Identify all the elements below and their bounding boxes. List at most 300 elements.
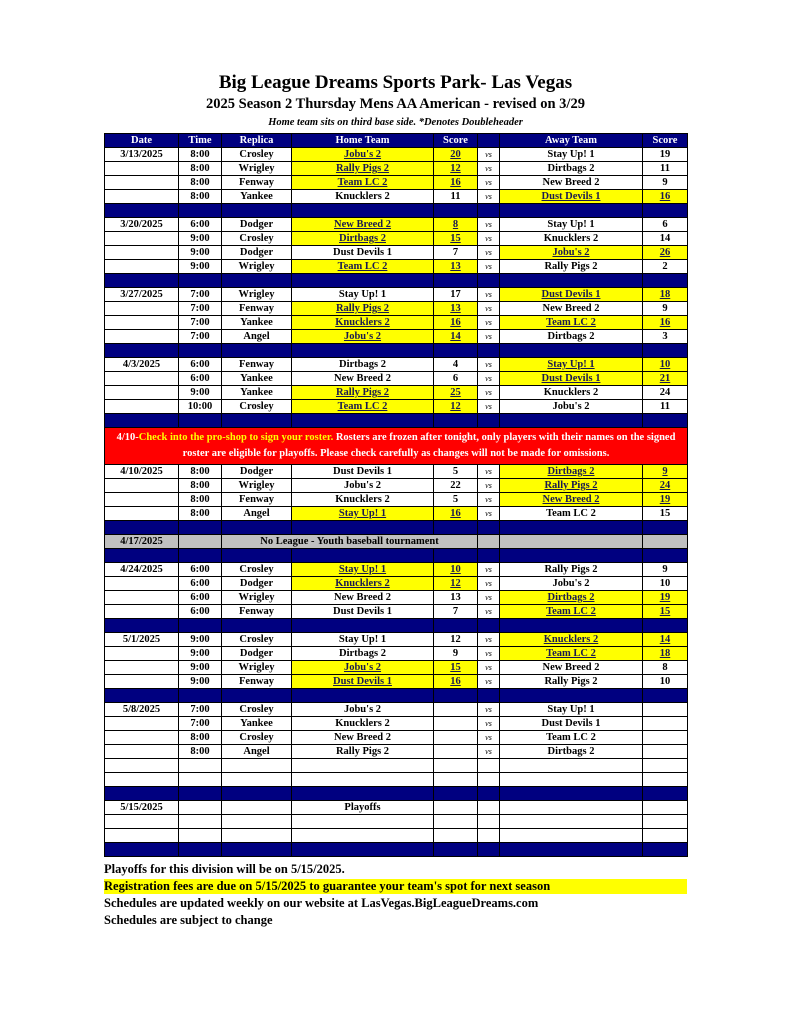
time-cell: 7:00 (179, 330, 222, 344)
separator-cell (179, 549, 222, 563)
home-team-cell: Stay Up! 1 (292, 288, 434, 302)
game-row (105, 148, 688, 162)
roster-notice (105, 428, 688, 465)
separator-cell (478, 344, 500, 358)
replica-cell: Fenway (222, 176, 292, 190)
date-cell (105, 815, 179, 829)
replica-cell: Angel (222, 745, 292, 759)
home-team-cell (292, 815, 434, 829)
time-cell (179, 829, 222, 843)
game-row (105, 372, 688, 386)
header-away-score: Score (643, 134, 688, 148)
game-row (105, 563, 688, 577)
separator-cell (105, 619, 179, 633)
separator-cell (643, 414, 688, 428)
away-score-cell: 21 (643, 372, 688, 386)
vs-cell: vs (478, 148, 500, 162)
home-team-cell: Dust Devils 1 (292, 605, 434, 619)
replica-cell: Fenway (222, 302, 292, 316)
separator-cell (292, 274, 434, 288)
time-cell: 7:00 (179, 316, 222, 330)
away-team-cell: New Breed 2 (500, 176, 643, 190)
time-cell: 6:00 (179, 218, 222, 232)
vs-cell: vs (478, 400, 500, 414)
home-score-cell: 20 (434, 148, 478, 162)
schedule-table (104, 133, 688, 857)
away-team-cell: Stay Up! 1 (500, 218, 643, 232)
page-subtitle: 2025 Season 2 Thursday Mens AA American - revised on 3/29 (206, 96, 585, 112)
replica-cell: Crosley (222, 148, 292, 162)
home-team-cell: Jobu's 2 (292, 703, 434, 717)
time-cell: 7:00 (179, 302, 222, 316)
separator-cell (179, 414, 222, 428)
vs-cell: vs (478, 479, 500, 493)
time-cell (179, 759, 222, 773)
separator-row (105, 843, 688, 857)
replica-cell: Angel (222, 330, 292, 344)
separator-cell (105, 843, 179, 857)
home-team-cell: Knucklers 2 (292, 190, 434, 204)
away-score-cell (643, 815, 688, 829)
home-score-cell: 12 (434, 400, 478, 414)
home-team-cell: Knucklers 2 (292, 717, 434, 731)
home-team-cell: Jobu's 2 (292, 330, 434, 344)
home-score-cell (434, 759, 478, 773)
date-cell (105, 479, 179, 493)
separator-cell (105, 204, 179, 218)
away-team-cell (500, 759, 643, 773)
vs-cell (478, 815, 500, 829)
game-row (105, 829, 688, 843)
time-cell: 9:00 (179, 246, 222, 260)
home-score-cell: 4 (434, 358, 478, 372)
separator-cell (292, 521, 434, 535)
replica-cell: Crosley (222, 731, 292, 745)
separator-cell (292, 619, 434, 633)
home-team-cell: Rally Pigs 2 (292, 745, 434, 759)
header-time: Time (179, 134, 222, 148)
home-team-cell: Dirtbags 2 (292, 647, 434, 661)
home-score-cell: 16 (434, 675, 478, 689)
home-team-cell: Dirtbags 2 (292, 232, 434, 246)
game-row (105, 316, 688, 330)
vs-cell: vs (478, 330, 500, 344)
separator-cell (105, 549, 179, 563)
separator-cell (179, 521, 222, 535)
home-team-cell: Stay Up! 1 (292, 507, 434, 521)
replica-cell: Crosley (222, 633, 292, 647)
game-row (105, 717, 688, 731)
replica-cell: Yankee (222, 372, 292, 386)
home-team-cell: Team LC 2 (292, 400, 434, 414)
home-score-cell: 12 (434, 577, 478, 591)
time-cell: 8:00 (179, 507, 222, 521)
replica-cell: Crosley (222, 703, 292, 717)
time-cell: 10:00 (179, 400, 222, 414)
replica-cell: Fenway (222, 605, 292, 619)
away-team-cell: New Breed 2 (500, 493, 643, 507)
away-score-cell: 2 (643, 260, 688, 274)
time-cell: 6:00 (179, 358, 222, 372)
replica-cell: Yankee (222, 717, 292, 731)
separator-cell (222, 689, 292, 703)
date-cell (105, 246, 179, 260)
away-team-cell: Team LC 2 (500, 731, 643, 745)
home-team-cell: Dust Devils 1 (292, 465, 434, 479)
home-score-cell: 12 (434, 162, 478, 176)
home-score-cell (434, 829, 478, 843)
replica-cell: Wrigley (222, 260, 292, 274)
date-cell (105, 675, 179, 689)
time-cell: 8:00 (179, 148, 222, 162)
home-score-cell (434, 731, 478, 745)
away-team-cell: Dust Devils 1 (500, 190, 643, 204)
home-score-cell (434, 773, 478, 787)
time-cell: 6:00 (179, 372, 222, 386)
home-team-cell: Knucklers 2 (292, 493, 434, 507)
notice-highlight: Check into the pro-shop to sign your roster. (138, 432, 334, 443)
away-team-cell: New Breed 2 (500, 661, 643, 675)
separator-cell (222, 549, 292, 563)
away-team-cell: Rally Pigs 2 (500, 563, 643, 577)
separator-cell (434, 344, 478, 358)
home-team-cell: Jobu's 2 (292, 661, 434, 675)
home-team-cell: Jobu's 2 (292, 479, 434, 493)
header-date: Date (105, 134, 179, 148)
home-team-cell: Stay Up! 1 (292, 563, 434, 577)
notice-text: Rosters are frozen after tonight, only players with their names on the signed roster are eligible for playoffs. Please check carefully as changes will not be made for omissions. (182, 432, 676, 459)
time-cell (179, 535, 222, 549)
home-score-cell: 15 (434, 661, 478, 675)
away-score-cell: 24 (643, 479, 688, 493)
home-score-cell: 13 (434, 302, 478, 316)
vs-cell: vs (478, 288, 500, 302)
separator-cell (478, 549, 500, 563)
home-team-cell: New Breed 2 (292, 731, 434, 745)
home-score-cell: 10 (434, 563, 478, 577)
replica-cell (222, 815, 292, 829)
date-cell (105, 605, 179, 619)
separator-cell (105, 274, 179, 288)
game-row (105, 647, 688, 661)
date-cell (105, 759, 179, 773)
date-cell (105, 829, 179, 843)
away-team-cell: Knucklers 2 (500, 386, 643, 400)
date-cell: 3/13/2025 (105, 148, 179, 162)
time-cell: 6:00 (179, 605, 222, 619)
date-cell (105, 745, 179, 759)
date-cell (105, 591, 179, 605)
separator-cell (643, 843, 688, 857)
home-score-cell: 8 (434, 218, 478, 232)
game-row (105, 358, 688, 372)
away-score-cell: 9 (643, 176, 688, 190)
game-row (105, 260, 688, 274)
vs-cell: vs (478, 162, 500, 176)
away-score-cell: 9 (643, 465, 688, 479)
vs-cell: vs (478, 372, 500, 386)
vs-cell: vs (478, 246, 500, 260)
footer-playoffs: Playoffs for this division will be on 5/15/2025. (104, 862, 345, 876)
separator-cell (179, 344, 222, 358)
vs-cell (478, 829, 500, 843)
date-cell: 4/24/2025 (105, 563, 179, 577)
separator-cell (222, 344, 292, 358)
game-row (105, 633, 688, 647)
time-cell: 9:00 (179, 260, 222, 274)
time-cell: 6:00 (179, 563, 222, 577)
home-score-cell: 17 (434, 288, 478, 302)
replica-cell: Fenway (222, 358, 292, 372)
date-cell (105, 507, 179, 521)
date-cell: 4/10/2025 (105, 465, 179, 479)
away-score-cell: 11 (643, 162, 688, 176)
separator-row (105, 274, 688, 288)
date-cell (105, 162, 179, 176)
away-score-cell (643, 829, 688, 843)
replica-cell: Crosley (222, 400, 292, 414)
replica-cell: Crosley (222, 563, 292, 577)
footer-registration: Registration fees are due on 5/15/2025 to guarantee your team's spot for next season (104, 879, 687, 894)
game-row (105, 330, 688, 344)
home-team-cell: Rally Pigs 2 (292, 162, 434, 176)
game-row (105, 731, 688, 745)
game-row (105, 675, 688, 689)
home-team-cell (292, 773, 434, 787)
vs-cell: vs (478, 563, 500, 577)
separator-cell (643, 787, 688, 801)
home-score-cell: 7 (434, 605, 478, 619)
game-row (105, 479, 688, 493)
away-team-cell: Dust Devils 1 (500, 372, 643, 386)
game-row (105, 773, 688, 787)
vs-cell: vs (478, 577, 500, 591)
time-cell: 8:00 (179, 731, 222, 745)
game-row (105, 302, 688, 316)
time-cell: 8:00 (179, 176, 222, 190)
game-row (105, 218, 688, 232)
away-score-cell: 3 (643, 330, 688, 344)
separator-cell (292, 689, 434, 703)
header-replica: Replica (222, 134, 292, 148)
separator-cell (643, 344, 688, 358)
date-cell (105, 176, 179, 190)
home-team-cell: Knucklers 2 (292, 316, 434, 330)
home-team-cell: New Breed 2 (292, 372, 434, 386)
away-team-cell: Dust Devils 1 (500, 717, 643, 731)
date-cell (105, 372, 179, 386)
game-row (105, 232, 688, 246)
away-team-cell: Team LC 2 (500, 507, 643, 521)
separator-cell (478, 843, 500, 857)
separator-cell (222, 204, 292, 218)
replica-cell: Wrigley (222, 162, 292, 176)
replica-cell: Angel (222, 507, 292, 521)
game-row (105, 591, 688, 605)
separator-cell (292, 204, 434, 218)
table-header (105, 134, 688, 148)
game-row (105, 577, 688, 591)
date-cell: 5/15/2025 (105, 801, 179, 815)
time-cell: 8:00 (179, 493, 222, 507)
home-score-cell: 13 (434, 260, 478, 274)
game-row (105, 386, 688, 400)
vs-cell: vs (478, 260, 500, 274)
home-score-cell (434, 717, 478, 731)
separator-cell (478, 521, 500, 535)
home-score-cell: 5 (434, 465, 478, 479)
separator-cell (179, 689, 222, 703)
away-score-cell: 14 (643, 232, 688, 246)
header-away-team: Away Team (500, 134, 643, 148)
away-team-cell: Dirtbags 2 (500, 745, 643, 759)
game-row (105, 288, 688, 302)
away-score-cell (643, 773, 688, 787)
game-row (105, 162, 688, 176)
separator-cell (643, 549, 688, 563)
away-team-cell: Knucklers 2 (500, 232, 643, 246)
away-team-cell (500, 815, 643, 829)
away-team-cell: Jobu's 2 (500, 400, 643, 414)
home-score-cell (434, 801, 478, 815)
away-score-cell: 10 (643, 577, 688, 591)
date-cell: 5/8/2025 (105, 703, 179, 717)
replica-cell: Dodger (222, 577, 292, 591)
separator-cell (179, 787, 222, 801)
vs-cell: vs (478, 605, 500, 619)
replica-cell: Fenway (222, 675, 292, 689)
date-cell (105, 400, 179, 414)
separator-cell (643, 689, 688, 703)
vs-cell: vs (478, 745, 500, 759)
away-cell (500, 535, 643, 549)
home-score-cell: 5 (434, 493, 478, 507)
separator-cell (434, 274, 478, 288)
away-team-cell: Knucklers 2 (500, 633, 643, 647)
separator-row (105, 414, 688, 428)
game-row (105, 176, 688, 190)
separator-cell (222, 521, 292, 535)
date-cell (105, 316, 179, 330)
replica-cell: Yankee (222, 190, 292, 204)
home-score-cell (434, 815, 478, 829)
game-row (105, 246, 688, 260)
vs-cell: vs (478, 232, 500, 246)
score-cell (643, 535, 688, 549)
away-score-cell (643, 745, 688, 759)
home-team-cell: Dust Devils 1 (292, 675, 434, 689)
separator-cell (500, 843, 643, 857)
date-cell (105, 773, 179, 787)
separator-cell (434, 521, 478, 535)
away-team-cell: Dirtbags 2 (500, 162, 643, 176)
time-cell: 6:00 (179, 577, 222, 591)
game-row (105, 703, 688, 717)
separator-cell (434, 787, 478, 801)
separator-cell (292, 414, 434, 428)
time-cell: 7:00 (179, 703, 222, 717)
date-cell (105, 577, 179, 591)
date-cell (105, 232, 179, 246)
away-team-cell (500, 801, 643, 815)
separator-cell (478, 689, 500, 703)
separator-cell (500, 689, 643, 703)
date-cell (105, 386, 179, 400)
vs-cell: vs (478, 493, 500, 507)
time-cell: 8:00 (179, 190, 222, 204)
away-score-cell: 18 (643, 647, 688, 661)
page-note: Home team sits on third base side. *Denotes Doubleheader (268, 117, 523, 128)
away-team-cell: Team LC 2 (500, 316, 643, 330)
header-vs (478, 134, 500, 148)
replica-cell: Yankee (222, 316, 292, 330)
separator-row (105, 689, 688, 703)
time-cell: 9:00 (179, 386, 222, 400)
away-score-cell: 14 (643, 633, 688, 647)
separator-row (105, 204, 688, 218)
away-team-cell: Stay Up! 1 (500, 358, 643, 372)
replica-cell (222, 829, 292, 843)
away-score-cell (643, 717, 688, 731)
game-row (105, 661, 688, 675)
away-score-cell: 24 (643, 386, 688, 400)
away-score-cell (643, 801, 688, 815)
separator-cell (222, 414, 292, 428)
time-cell: 9:00 (179, 647, 222, 661)
away-team-cell: Jobu's 2 (500, 246, 643, 260)
home-team-cell: Dirtbags 2 (292, 358, 434, 372)
separator-cell (500, 344, 643, 358)
replica-cell: Wrigley (222, 591, 292, 605)
separator-cell (292, 344, 434, 358)
home-score-cell: 22 (434, 479, 478, 493)
vs-cell: vs (478, 190, 500, 204)
away-team-cell: Rally Pigs 2 (500, 675, 643, 689)
separator-row (105, 549, 688, 563)
replica-cell: Wrigley (222, 479, 292, 493)
home-score-cell: 25 (434, 386, 478, 400)
away-team-cell: Dirtbags 2 (500, 591, 643, 605)
vs-cell: vs (478, 675, 500, 689)
replica-cell: Dodger (222, 218, 292, 232)
separator-cell (105, 414, 179, 428)
away-score-cell: 10 (643, 675, 688, 689)
vs-cell: vs (478, 731, 500, 745)
notice-lead: 4/10- (116, 432, 139, 443)
home-team-cell: Team LC 2 (292, 260, 434, 274)
date-cell (105, 661, 179, 675)
vs-cell: vs (478, 465, 500, 479)
away-team-cell: Dirtbags 2 (500, 330, 643, 344)
time-cell (179, 815, 222, 829)
home-team-cell (292, 829, 434, 843)
home-score-cell: 15 (434, 232, 478, 246)
date-cell (105, 493, 179, 507)
notice-row (105, 428, 688, 465)
away-score-cell (643, 759, 688, 773)
home-score-cell: 14 (434, 330, 478, 344)
home-team-cell: Rally Pigs 2 (292, 386, 434, 400)
separator-cell (179, 204, 222, 218)
time-cell: 9:00 (179, 232, 222, 246)
footer-website: Schedules are updated weekly on our website at LasVegas.BigLeagueDreams.com (104, 896, 539, 910)
away-score-cell: 9 (643, 563, 688, 577)
home-score-cell: 6 (434, 372, 478, 386)
separator-cell (434, 689, 478, 703)
away-team-cell: Rally Pigs 2 (500, 260, 643, 274)
away-score-cell: 18 (643, 288, 688, 302)
separator-cell (434, 414, 478, 428)
